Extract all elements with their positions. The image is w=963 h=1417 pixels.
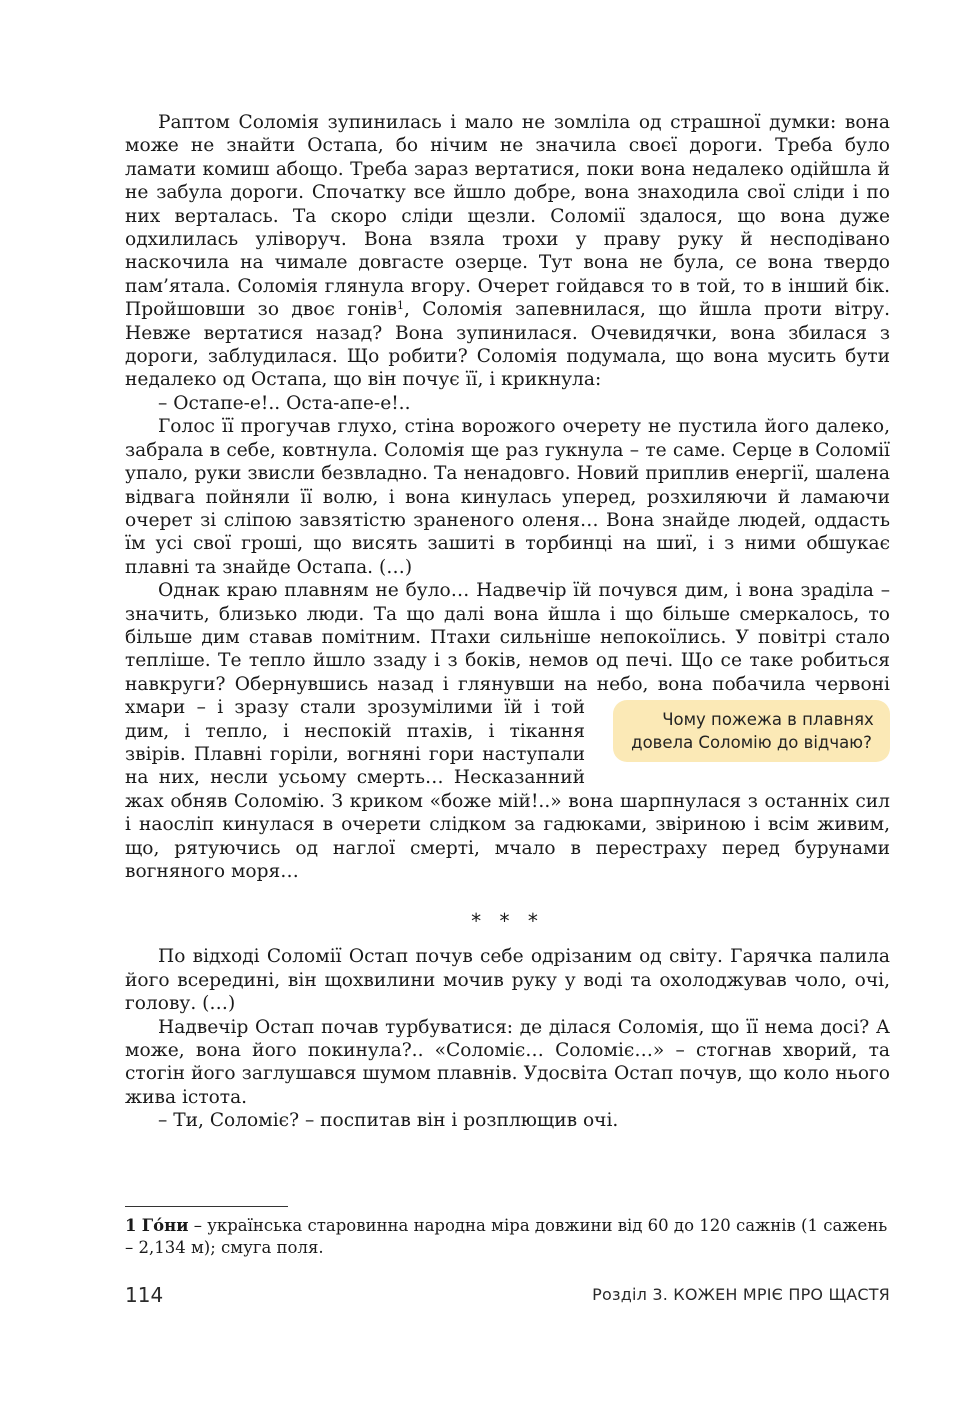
question-callout: Чому пожежа в плавнях довела Соломію до відчаю? (613, 700, 890, 762)
paragraph-2: – Остапе-е!.. Оста-апе-е!.. (158, 392, 411, 414)
footnote-term: Го́ни (141, 1216, 189, 1235)
footnote-ref[interactable]: 1 (396, 299, 404, 313)
page-number: 114 (125, 1283, 164, 1307)
paragraph-1 (125, 111, 890, 392)
section-title: Розділ 3. КОЖЕН МРІЄ ПРО ЩАСТЯ (592, 1285, 890, 1304)
footnote-divider (125, 1206, 288, 1207)
page-footer (125, 1283, 890, 1309)
paragraph-4-part-a: Однак краю плавням не було… Надвечір їй почувся дим, і вона зраділа – значить, близько люди. Та що далі вона йшла і що більше смеркалось, то більше дим ставав помітним. Птахи сильніше непокоїлись. У повітрі стало тепліше. Те тепло йшло ззаду і з боків, немов од печі. Що се таке робиться навкруги? Обернувшись назад і глянувши на небо, вона побачила червоні хмари – і зразу стали зрозумілими їй і той (125, 580, 890, 719)
paragraph-3: Голос її прогучав глухо, стіна ворожого очерету не пустила його далеко, забрала в себе, ковтнула. Соломія ще раз гукнула – те саме. Серце в Соломії упало, руки звисли безвладно. Та ненадовго. Новий приплив енергії, шалена відвага пойняли її волю, і вона кинулась уперед, розхиляючи й ламаючи очерет зі сліпою завзятістю зраненого оленя… Вона знайде людей, оддасть їм усі свої гроші, що висять зашиті в торбинці на шиї, і з ними обшукає плавні та знайде Остапа. (…) (125, 416, 890, 578)
footnote-number: 1 (125, 1216, 137, 1235)
paragraph-1-part-a: Раптом Соломія зупинилась і мало не зомліла од страшної думки: вона може не знайти Остапа, бо нічим не значила своєї дороги. Треба було ламати комиш абощо. Треба зараз вертатися, поки вона недалеко одійшла й не забула дороги. Спочатку все йшло добре, вона знаходила свої сліди і по них верталась. Та скоро сліди щезли. Соломії здалося, що вона дуже одхилилась уліворуч. Вона взяла трохи у праву руку й несподівано наскочила на чимале довгасте озерце. Тут вона не була, се вона твердо пам’ятала. Соломія глянула вгору. Очерет гойдався то в той, то в інший бік. Пройшовши зо двоє гонів (125, 112, 890, 321)
paragraph-7: – Ти, Соломіє? – поспитав він і розплющив очі. (158, 1110, 619, 1132)
paragraph-5: По відході Соломії Остап почув себе одрізаним од світу. Гарячка палила його всередині, він щохвилини мочив руку у воді та охолоджував чоло, очі, голову. (…) (125, 946, 890, 1015)
paragraph-4-part-b: дим, і тепло, і неспокій птахів, і тікання звірів. Плавні горіли, вогняні гори наступали на них, несли усьому смерть… Несказанний жах обняв Соломію. З криком «боже мій!..» вона шарпнулася з останніх сил і наосліп кинулася в очерети слідком за гадюками, звіриною і всім живим, що, рятуючись од наглої смерті, мчало в перестраху перед бурунами вогняного моря… (125, 720, 890, 882)
paragraph-4 (125, 579, 890, 883)
footnote-text: – українська старовинна народна міра довжини від 60 до 120 сажнів (1 сажень – 2,134 м); смуга поля. (125, 1216, 888, 1257)
paragraph-6: Надвечір Остап почав турбуватися: де ділася Соломія, що її нема досі? А може, вона його покинула?.. «Соломіє… Соломіє…» – стогнав хворий, та стогін його заглушався шумом плавнів. Удосвіта Остап почув, що коло нього жива істота. (125, 1016, 890, 1108)
footnote (125, 1215, 890, 1259)
paragraph-1-part-b: , Соломія запевнилася, що йшла проти вітру. Невже вертатися назад? Вона зупинилася. Очевидячки, вона збилася з дороги, заблудилася. Що робити? Соломія подумала, що вона мусить бути недалеко од Остапа, що він почує її, і крикнула: (125, 299, 891, 391)
paragraph-4-with-callout (125, 579, 890, 883)
main-text (125, 111, 890, 1133)
section-separator: * * * (471, 909, 544, 934)
